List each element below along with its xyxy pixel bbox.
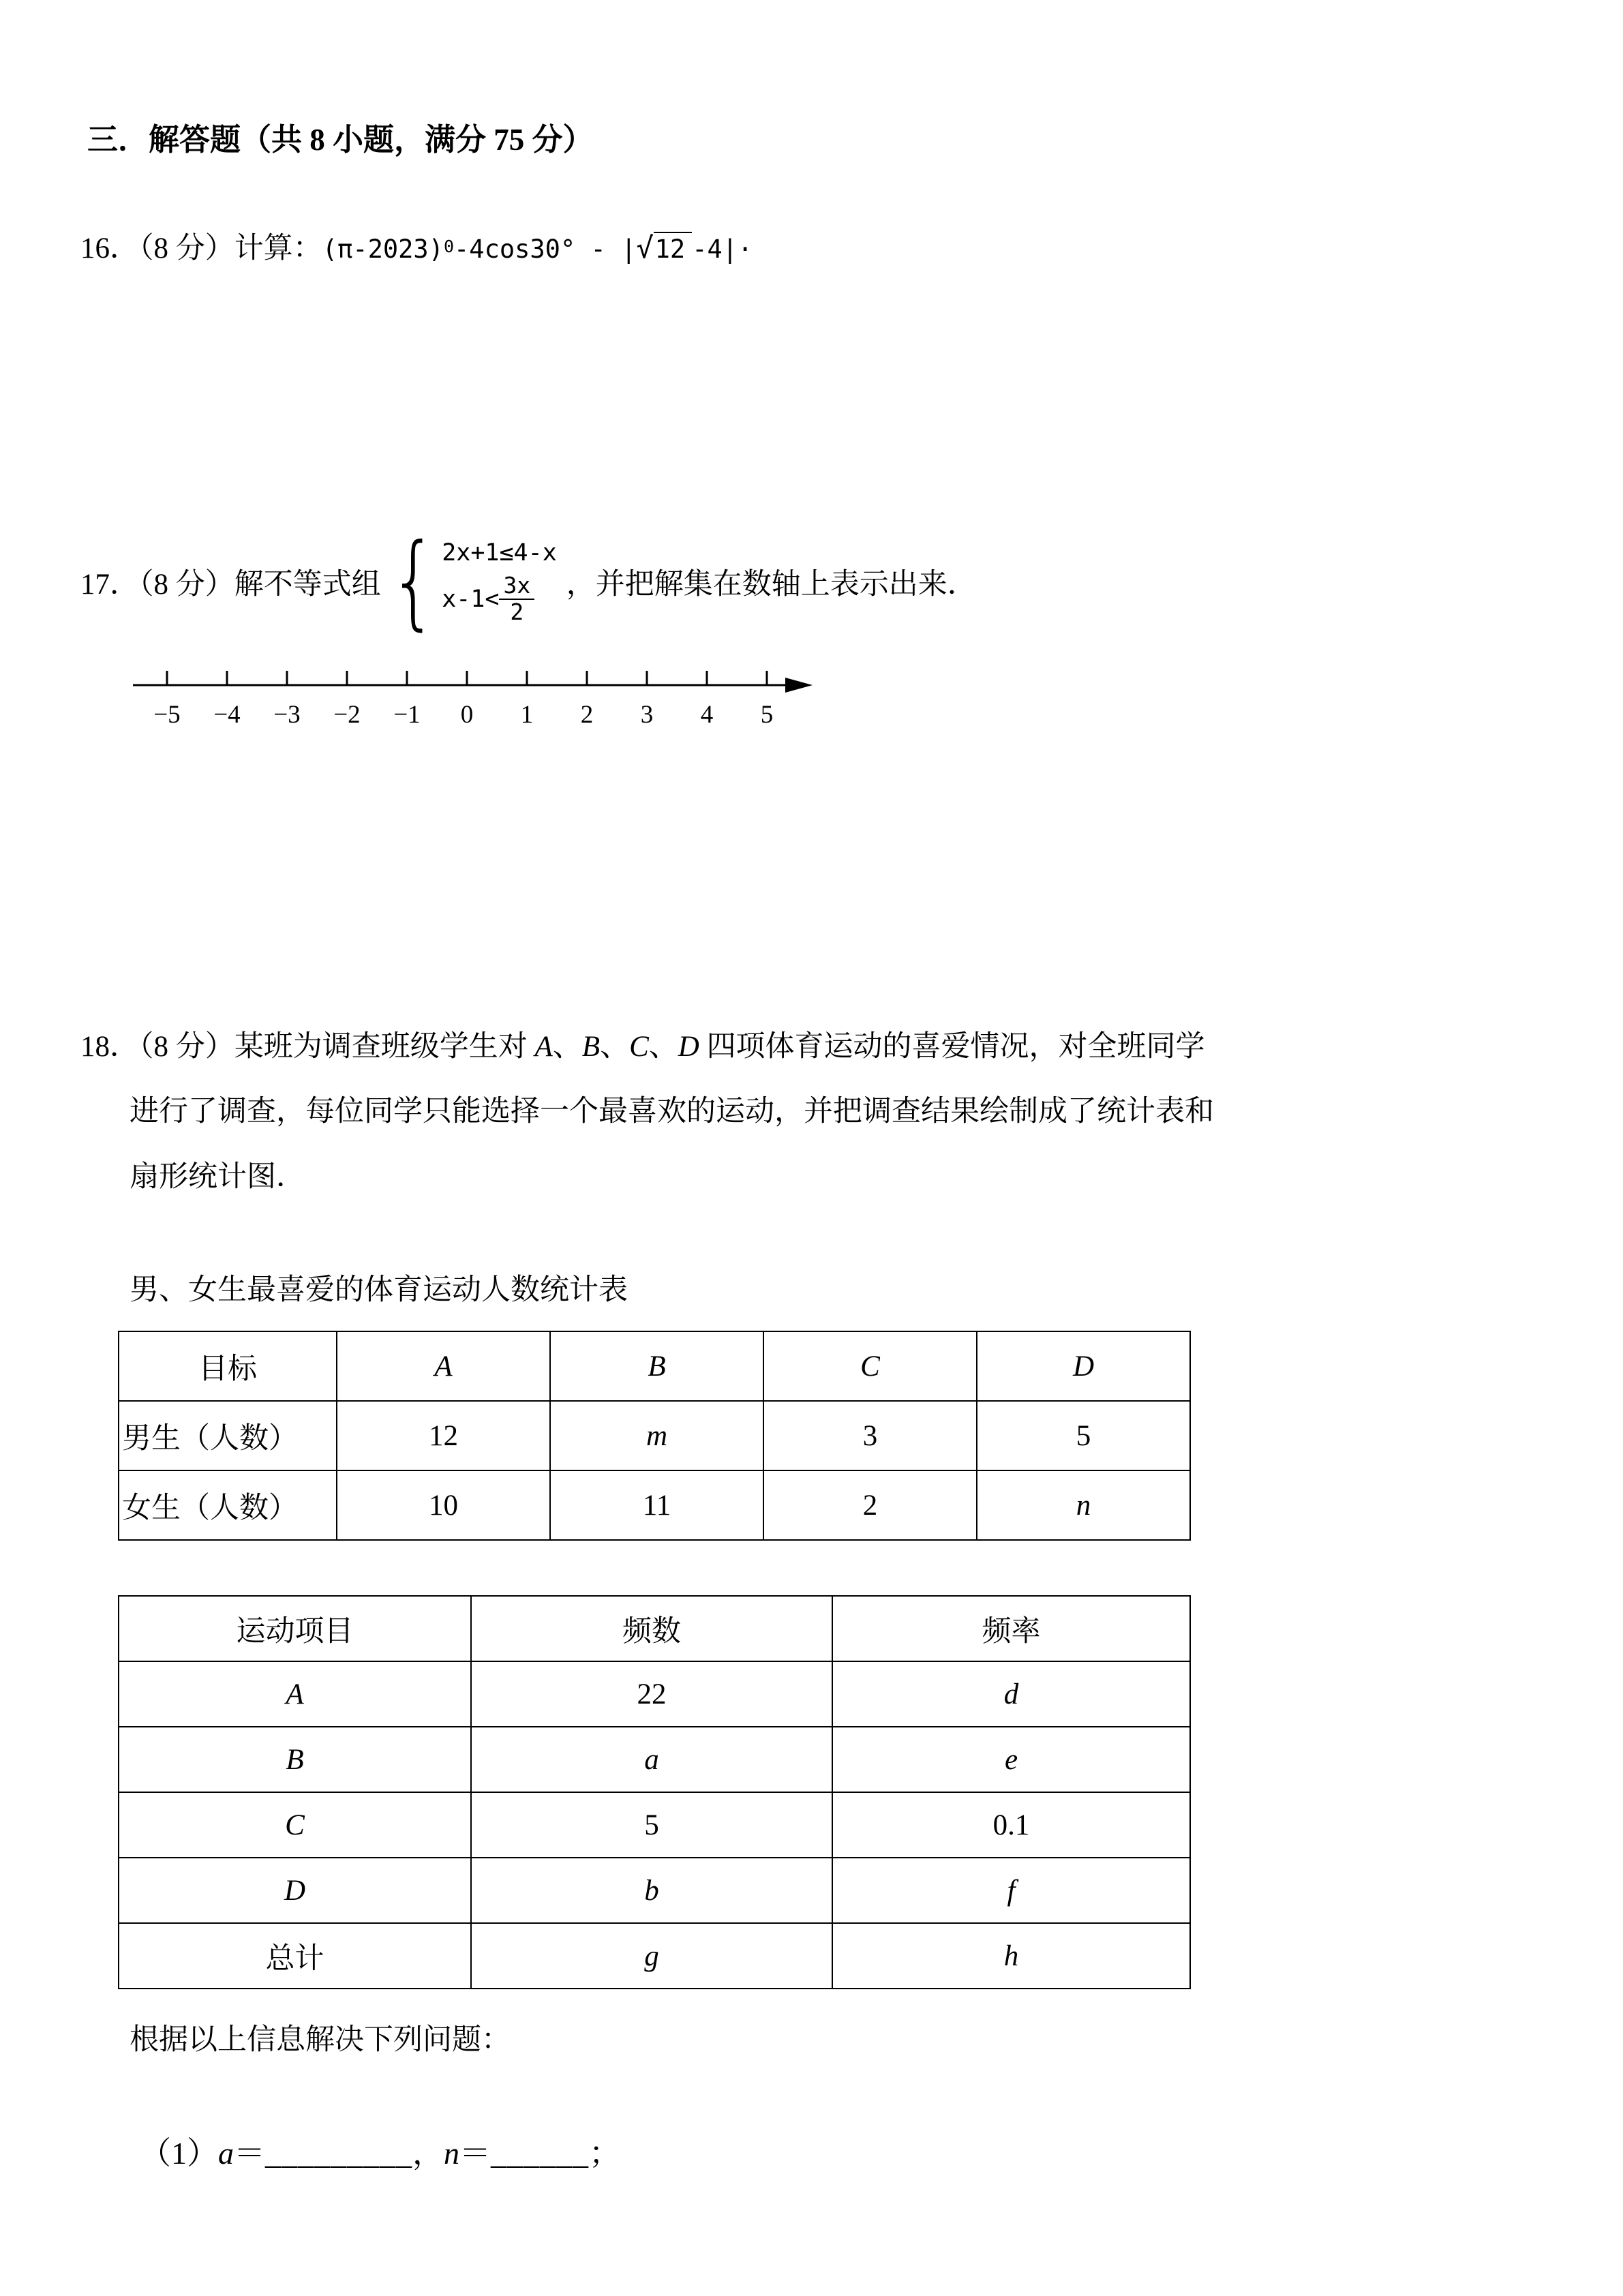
variable-B: B <box>581 1031 601 1063</box>
q16-exponent: 0 <box>443 237 455 256</box>
table-row <box>119 1661 1190 1727</box>
q18-line-3: 扇形统计图． <box>130 1160 305 1193</box>
equals-sign: ＝ <box>234 2136 265 2171</box>
table-cell: 2 <box>763 1470 977 1540</box>
gender-sport-table <box>118 1331 1191 1541</box>
equals-sign: ＝ <box>459 2136 491 2171</box>
table-cell: 5 <box>977 1401 1190 1470</box>
q17-label: 17．（8 分）解不等式组 <box>80 569 381 601</box>
tick-label: 3 <box>640 701 654 729</box>
table-cell: 男生（人数） <box>119 1401 337 1470</box>
tick-label: 2 <box>580 701 594 729</box>
axis-arrow-icon <box>785 678 813 693</box>
radicand: 12 <box>654 232 693 264</box>
table-row <box>119 1401 1190 1470</box>
question-18 <box>80 1014 1588 1209</box>
table-row <box>119 1727 1190 1792</box>
table-cell: C <box>763 1331 977 1401</box>
semicolon: ； <box>589 2136 620 2171</box>
q16-label: 16．（8 分）计算： <box>80 232 322 265</box>
table-cell: D <box>119 1858 471 1923</box>
table-cell: 频率 <box>832 1596 1190 1661</box>
table-cell: 11 <box>550 1470 763 1540</box>
table-cell: 10 <box>337 1470 550 1540</box>
table-cell: D <box>977 1331 1190 1401</box>
tick-label: 0 <box>460 701 474 729</box>
q18-line-2: 进行了调查，每位同学只能选择一个最喜欢的运动，并把调查结果绘制成了统计表和 <box>130 1096 1214 1128</box>
inequality-system <box>442 539 557 625</box>
q18-text: 四项体育运动的喜爱情况，对全班同学 <box>699 1031 1205 1063</box>
q18-part1 <box>140 2128 620 2173</box>
inequality-2-left: x-1< <box>442 585 500 613</box>
answer-blank-a: _________ <box>265 2136 412 2171</box>
separator: 、 <box>648 1031 678 1063</box>
q17-suffix: ，并把解集在数轴上表示出来． <box>566 569 977 601</box>
separator: 、 <box>552 1031 582 1063</box>
table-cell: C <box>119 1792 471 1858</box>
tick-label: −1 <box>393 701 421 729</box>
table-cell: 0.1 <box>832 1792 1190 1858</box>
table-cell: g <box>471 1923 832 1989</box>
table-row <box>119 1596 1190 1661</box>
variable-C: C <box>629 1031 649 1063</box>
question-16 <box>80 225 753 267</box>
table-cell: e <box>832 1727 1190 1792</box>
answer-blank-n: ______ <box>491 2136 589 2171</box>
tick-label: 5 <box>760 701 774 729</box>
table-row <box>119 1923 1190 1989</box>
table-cell: f <box>832 1858 1190 1923</box>
table-cell: B <box>550 1331 763 1401</box>
table-cell: A <box>337 1331 550 1401</box>
tick-label: −3 <box>273 701 301 729</box>
sqrt-radical <box>636 231 692 265</box>
table-cell: 12 <box>337 1401 550 1470</box>
inequality-1: 2x+1≤4-x <box>442 539 557 567</box>
table-cell: n <box>977 1470 1190 1540</box>
q16-expression <box>322 231 753 265</box>
tick-label: 1 <box>520 701 534 729</box>
tick-label: −5 <box>153 701 181 729</box>
separator: 、 <box>600 1031 630 1063</box>
table-row <box>119 1858 1190 1923</box>
comma: ， <box>412 2136 444 2171</box>
table-cell: 女生（人数） <box>119 1470 337 1540</box>
table-cell: 22 <box>471 1661 832 1727</box>
table-row <box>119 1470 1190 1540</box>
fraction-numerator: 3x <box>499 573 534 600</box>
table-cell: 5 <box>471 1792 832 1858</box>
table-cell: 3 <box>763 1401 977 1470</box>
table-cell: B <box>119 1727 471 1792</box>
q18-text: 18．（8 分）某班为调查班级学生对 <box>80 1031 535 1063</box>
frequency-table <box>118 1595 1191 1989</box>
table-cell: 运动项目 <box>119 1596 471 1661</box>
table-cell: 总计 <box>119 1923 471 1989</box>
q16-base: (π-2023) <box>322 235 444 264</box>
system-brace: { <box>389 522 438 641</box>
part1-prefix: （1） <box>140 2136 218 2171</box>
q16-mid: -4cos30° - | <box>454 235 637 264</box>
table-row <box>119 1331 1190 1401</box>
table-cell: d <box>832 1661 1190 1727</box>
variable-n: n <box>444 2136 459 2171</box>
table-cell: h <box>832 1923 1190 1989</box>
question-17 <box>80 522 977 641</box>
radical-sign-icon: √ <box>636 231 654 265</box>
table1-title: 男、女生最喜爱的体育运动人数统计表 <box>130 1274 628 1306</box>
inequality-2 <box>442 573 557 625</box>
table-cell: a <box>471 1727 832 1792</box>
table-cell: 目标 <box>119 1331 337 1401</box>
fraction <box>499 573 534 625</box>
q18-note: 根据以上信息解决下列问题： <box>130 2024 511 2056</box>
q18-line-1 <box>80 1014 1588 1079</box>
tick-label: −4 <box>213 701 241 729</box>
variable-D: D <box>678 1031 699 1063</box>
number-line <box>102 654 852 743</box>
table-row <box>119 1792 1190 1858</box>
fraction-denominator: 2 <box>510 599 524 626</box>
tick-label: −2 <box>333 701 361 729</box>
variable-a: a <box>218 2136 234 2171</box>
table-cell: m <box>550 1401 763 1470</box>
tick-label: 4 <box>700 701 714 729</box>
table-cell: A <box>119 1661 471 1727</box>
table-cell: b <box>471 1858 832 1923</box>
q16-tail: -4|· <box>692 235 753 264</box>
section-title: 三．解答题（共 8 小题，满分 75 分） <box>87 123 594 157</box>
table-cell: 频数 <box>471 1596 832 1661</box>
variable-A: A <box>534 1031 553 1063</box>
